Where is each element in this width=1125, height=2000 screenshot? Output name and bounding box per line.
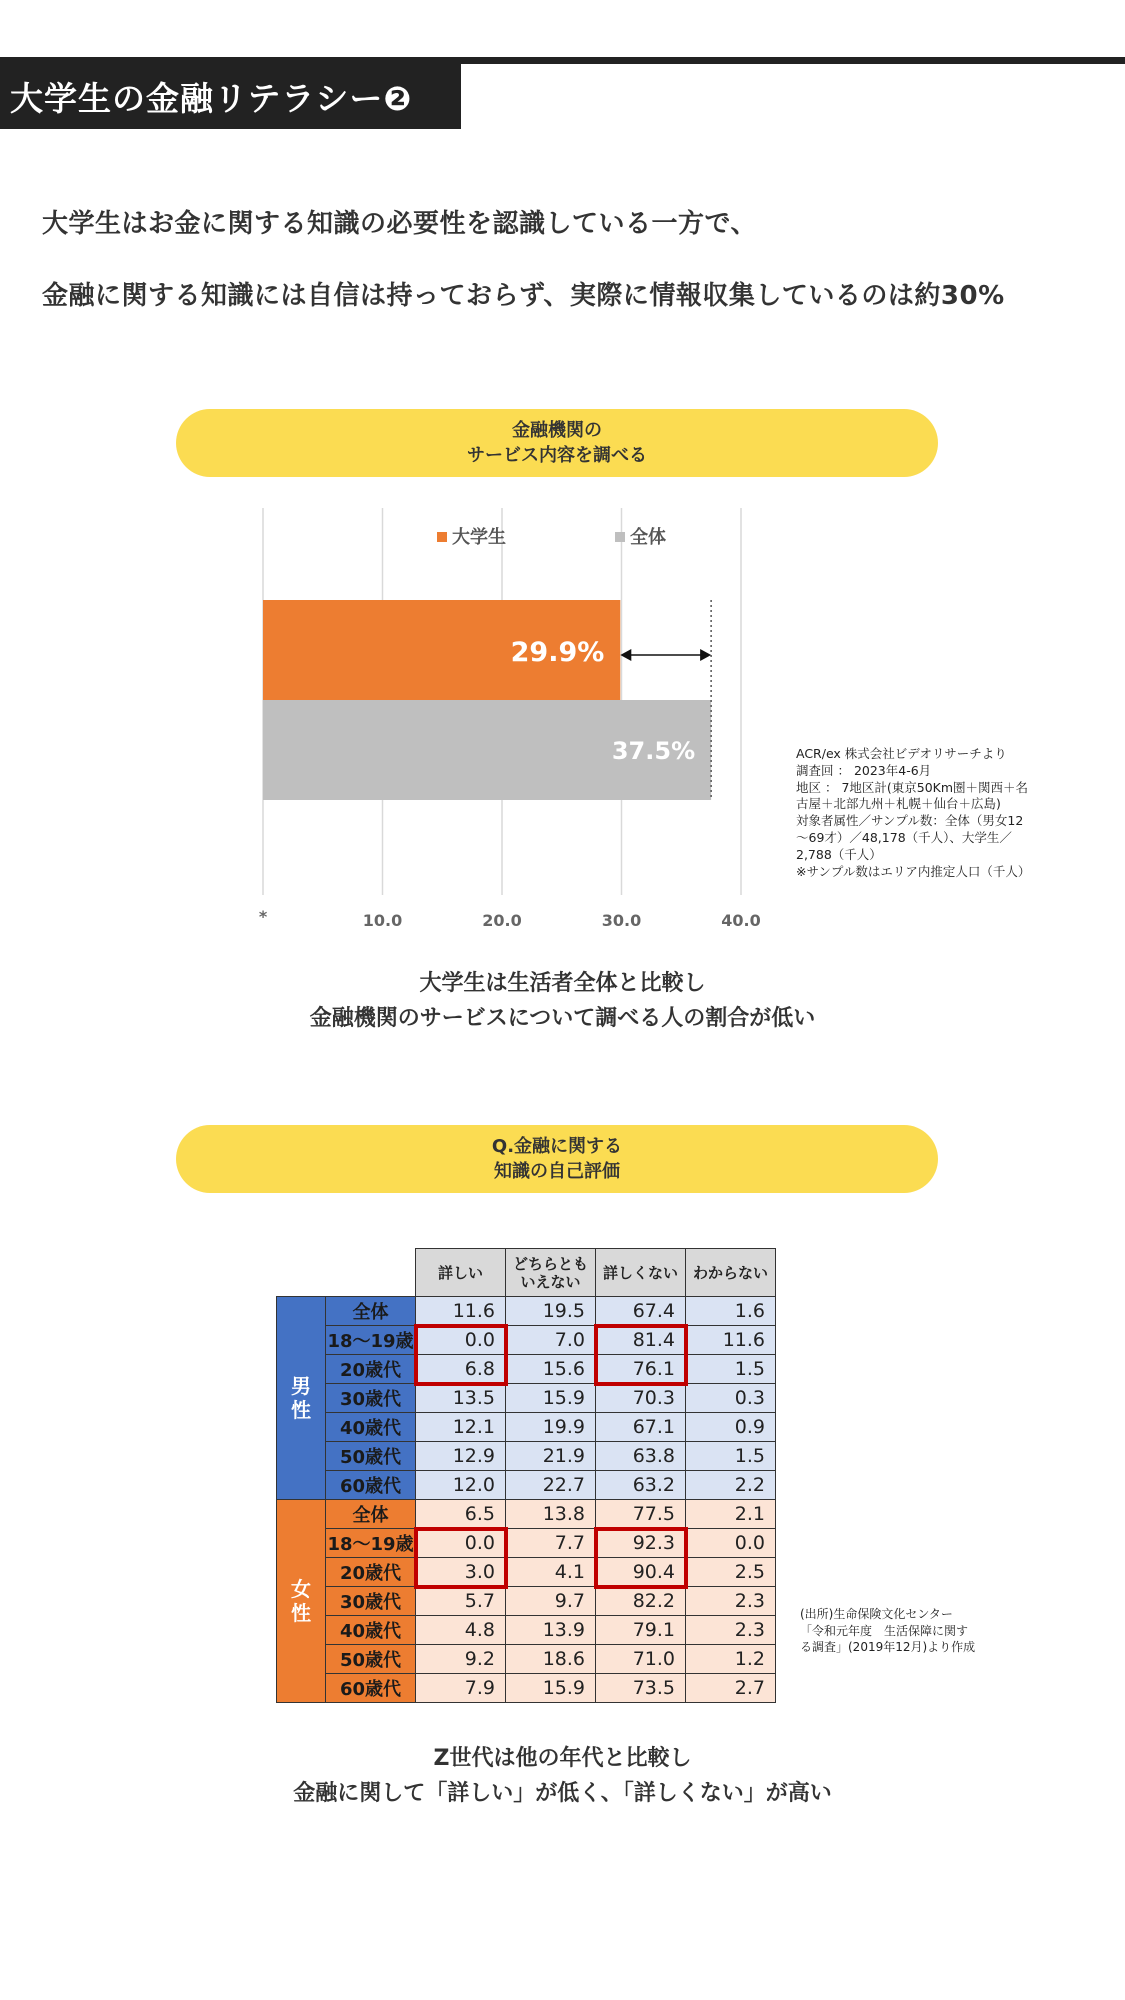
value-cell: 4.1 (506, 1558, 596, 1587)
value-cell: 11.6 (686, 1326, 776, 1355)
value-cell: 2.7 (686, 1674, 776, 1703)
table-row (277, 1413, 776, 1442)
value-cell: 73.5 (596, 1674, 686, 1703)
value-cell: 7.0 (506, 1326, 596, 1355)
section2-heading-line-1: Q.金融に関する (491, 1136, 623, 1157)
value-cell: 12.1 (416, 1413, 506, 1442)
section1-conclusion-line-1: 大学生は生活者全体と比較し (419, 971, 706, 996)
value-cell: 0.0 (416, 1326, 506, 1355)
value-cell: 9.7 (506, 1587, 596, 1616)
lead-line-1: 大学生はお金に関する知識の必要性を認識している一方で、 (42, 209, 757, 239)
value-cell: 77.5 (596, 1500, 686, 1529)
age-label: 40歳代 (326, 1413, 416, 1442)
section1-heading-line-1: 金融機関の (512, 420, 602, 441)
section1-conclusion (0, 966, 1125, 1036)
column-header: わからない (686, 1249, 776, 1297)
section2-heading-line-2: 知識の自己評価 (494, 1161, 620, 1182)
value-cell: 71.0 (596, 1645, 686, 1674)
table-row (277, 1558, 776, 1587)
legend-swatch (615, 532, 625, 542)
value-cell: 6.5 (416, 1500, 506, 1529)
value-cell: 19.5 (506, 1297, 596, 1326)
age-label: 30歳代 (326, 1384, 416, 1413)
value-cell: 0.0 (416, 1529, 506, 1558)
value-cell: 0.0 (686, 1529, 776, 1558)
value-cell: 18.6 (506, 1645, 596, 1674)
value-cell: 63.2 (596, 1471, 686, 1500)
column-header: どちらとも いえない (506, 1249, 596, 1297)
table-row (277, 1297, 776, 1326)
value-cell: 2.3 (686, 1616, 776, 1645)
value-cell: 15.6 (506, 1355, 596, 1384)
highlight-box (414, 1324, 508, 1386)
chart-source-line: 調査回 ： 2023年4-6月 (796, 762, 932, 778)
table-source-line: (出所)生命保険文化センター (800, 1607, 953, 1621)
section1-conclusion-line-2: 金融機関のサービスについて調べる人の割合が低い (309, 1006, 816, 1031)
table-row (277, 1500, 776, 1529)
value-cell: 81.4 (596, 1326, 686, 1355)
legend-label: 大学生 (452, 527, 506, 548)
table-row (277, 1442, 776, 1471)
x-tick-label: * (258, 907, 268, 926)
lead-line-2: 金融に関する知識には自信は持っておらず、実際に情報収集しているのは約30% (42, 281, 1005, 311)
data-label: 37.5% (611, 737, 696, 765)
section1-heading-line-2: サービス内容を調べる (467, 445, 647, 466)
chart-source-note (796, 746, 1030, 880)
section2-conclusion-line-2: 金融に関して「詳しい」が低く、「詳しくない」が高い (293, 1781, 832, 1806)
x-tick-label: 20.0 (482, 911, 522, 930)
x-tick-label: 30.0 (601, 911, 642, 930)
age-label: 50歳代 (326, 1442, 416, 1471)
age-label: 全体 (326, 1500, 416, 1529)
chart-source-line: 古屋＋北部九州＋札幌＋仙台＋広島) (796, 796, 1001, 812)
legend-label: 全体 (630, 527, 666, 548)
age-label: 50歳代 (326, 1645, 416, 1674)
value-cell: 0.3 (686, 1384, 776, 1413)
value-cell: 70.3 (596, 1384, 686, 1413)
chart-source-line: ～69才）／48,178（千人）、大学生／ (796, 829, 1012, 845)
column-header: 詳しい (416, 1249, 506, 1297)
value-cell: 82.2 (596, 1587, 686, 1616)
age-label: 全体 (326, 1297, 416, 1326)
table-row (277, 1529, 776, 1558)
age-label: 18～19歳 (326, 1529, 416, 1558)
section2-conclusion (0, 1741, 1125, 1811)
value-cell: 76.1 (596, 1355, 686, 1384)
table-row (277, 1471, 776, 1500)
value-cell: 22.7 (506, 1471, 596, 1500)
chart-source-line: ※サンプル数はエリア内推定人口（千人） (796, 863, 1031, 879)
table-source-line: る調査」(2019年12月)より作成 (800, 1640, 976, 1654)
value-cell: 67.4 (596, 1297, 686, 1326)
table-source-note (800, 1606, 975, 1656)
chart-source-line: 対象者属性／サンプル数：全体（男女12 (796, 813, 1024, 829)
table-row (277, 1645, 776, 1674)
data-label: 29.9% (510, 637, 605, 668)
value-cell: 63.8 (596, 1442, 686, 1471)
gender-label: 女 性 (277, 1500, 326, 1703)
column-header: 詳しくない (596, 1249, 686, 1297)
value-cell: 7.7 (506, 1529, 596, 1558)
chart-source-line: 地区 ： 7地区計(東京50Km圏＋関西＋名 (796, 779, 1029, 795)
value-cell: 2.5 (686, 1558, 776, 1587)
value-cell: 92.3 (596, 1529, 686, 1558)
gap-arrow-head-right (700, 649, 711, 661)
value-cell: 13.9 (506, 1616, 596, 1645)
highlight-box (414, 1527, 508, 1589)
value-cell: 15.9 (506, 1384, 596, 1413)
value-cell: 0.9 (686, 1413, 776, 1442)
highlight-box (594, 1527, 688, 1589)
value-cell: 5.7 (416, 1587, 506, 1616)
table-row (277, 1587, 776, 1616)
value-cell: 3.0 (416, 1558, 506, 1587)
value-cell: 1.2 (686, 1645, 776, 1674)
value-cell: 12.0 (416, 1471, 506, 1500)
age-label: 60歳代 (326, 1471, 416, 1500)
value-cell: 1.5 (686, 1355, 776, 1384)
value-cell: 13.8 (506, 1500, 596, 1529)
value-cell: 4.8 (416, 1616, 506, 1645)
value-cell: 67.1 (596, 1413, 686, 1442)
value-cell: 2.1 (686, 1500, 776, 1529)
age-label: 30歳代 (326, 1587, 416, 1616)
age-label: 40歳代 (326, 1616, 416, 1645)
value-cell: 19.9 (506, 1413, 596, 1442)
table-row (277, 1355, 776, 1384)
value-cell: 9.2 (416, 1645, 506, 1674)
value-cell: 1.6 (686, 1297, 776, 1326)
table-row (277, 1384, 776, 1413)
table-row (277, 1326, 776, 1355)
age-label: 20歳代 (326, 1355, 416, 1384)
value-cell: 90.4 (596, 1558, 686, 1587)
value-cell: 2.2 (686, 1471, 776, 1500)
x-tick-label: 10.0 (362, 911, 403, 930)
value-cell: 79.1 (596, 1616, 686, 1645)
table-corner (277, 1249, 416, 1297)
table-row (277, 1674, 776, 1703)
highlight-box (594, 1324, 688, 1386)
age-label: 20歳代 (326, 1558, 416, 1587)
age-label: 60歳代 (326, 1674, 416, 1703)
page-title: 大学生の金融リテラシー❷ (10, 79, 413, 118)
value-cell: 12.9 (416, 1442, 506, 1471)
x-tick-label: 40.0 (721, 911, 761, 930)
value-cell: 13.5 (416, 1384, 506, 1413)
table-source-line: 「令和元年度 生活保障に関す (800, 1623, 969, 1638)
gender-label: 男 性 (277, 1297, 326, 1500)
value-cell: 15.9 (506, 1674, 596, 1703)
chart-source-line: ACR/ex 株式会社ビデオリサーチより (796, 746, 1007, 761)
section2-conclusion-line-1: Z世代は他の年代と比較し (433, 1746, 692, 1771)
value-cell: 11.6 (416, 1297, 506, 1326)
legend-swatch (437, 532, 447, 542)
value-cell: 7.9 (416, 1674, 506, 1703)
value-cell: 2.3 (686, 1587, 776, 1616)
self-assessment-table (276, 1248, 776, 1703)
section2-heading-pill (176, 1125, 938, 1193)
table-header-row (277, 1249, 776, 1297)
value-cell: 1.5 (686, 1442, 776, 1471)
age-label: 18～19歳 (326, 1326, 416, 1355)
chart-source-line: 2,788（千人） (796, 846, 882, 862)
value-cell: 6.8 (416, 1355, 506, 1384)
value-cell: 21.9 (506, 1442, 596, 1471)
table-row (277, 1616, 776, 1645)
